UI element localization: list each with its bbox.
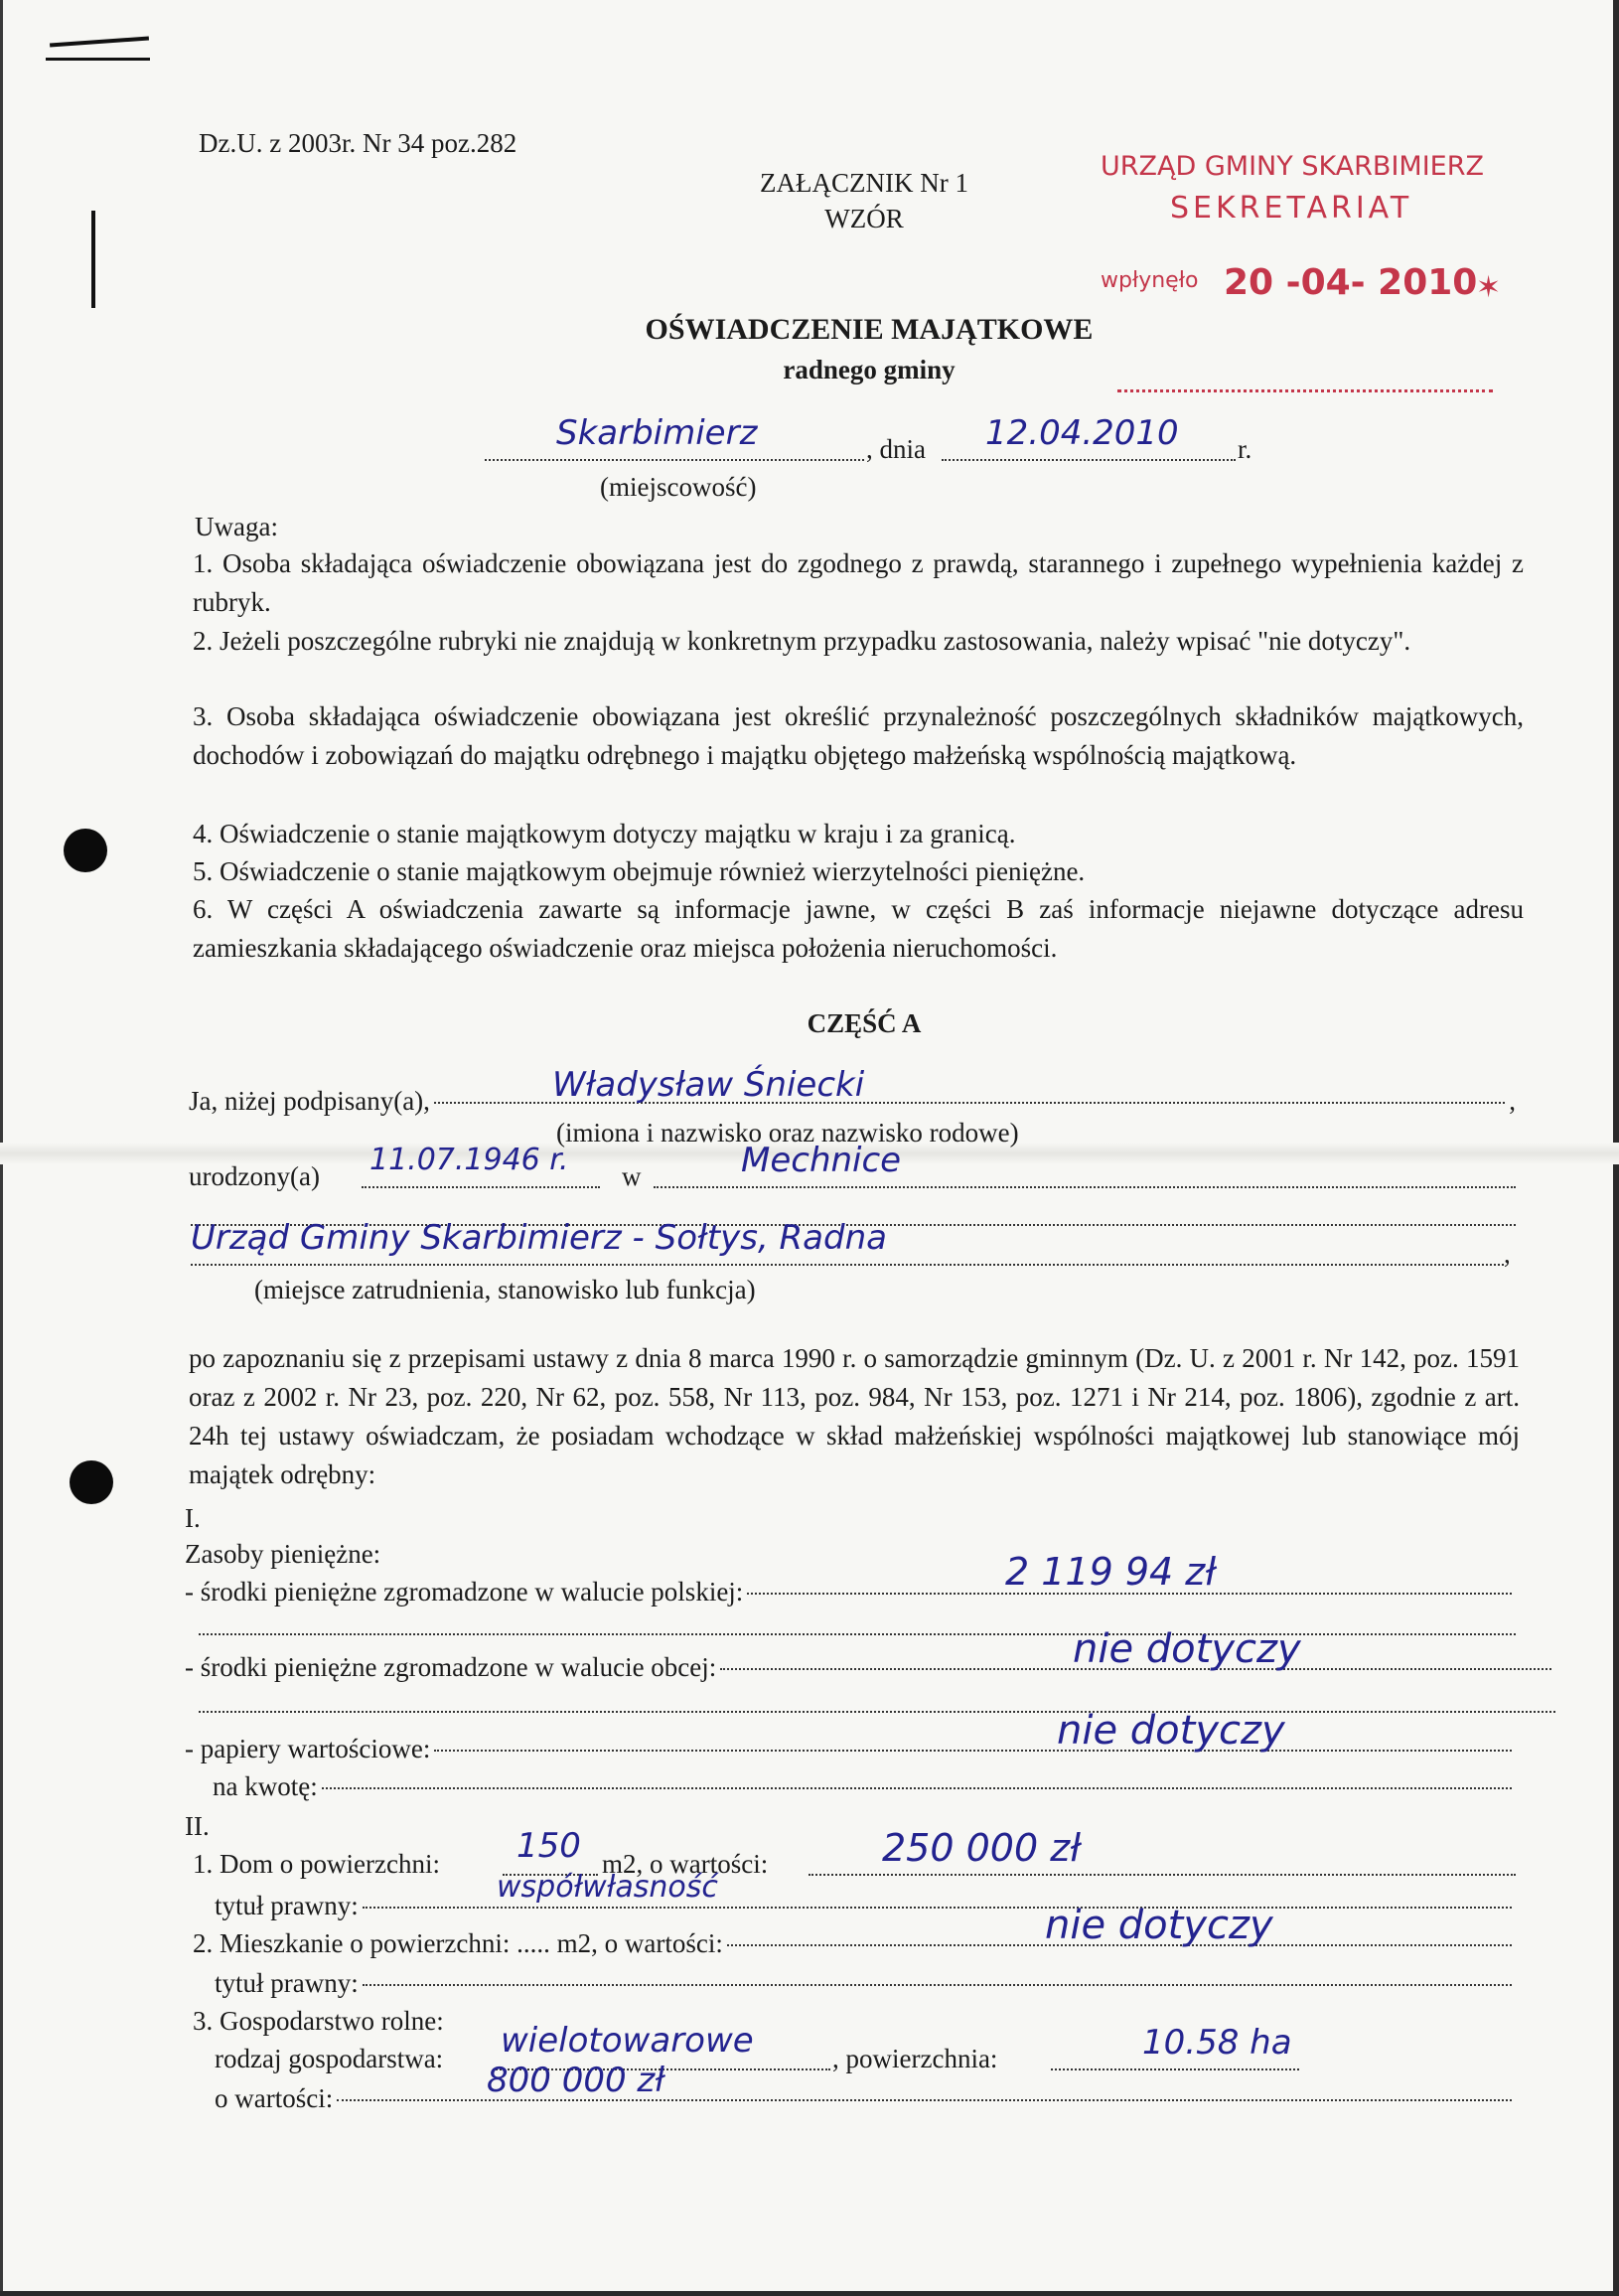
farm-area-label: , powierzchnia:: [832, 2044, 998, 2073]
securities-amount-label: na kwotę:: [213, 1771, 318, 1801]
date-value: 12.04.2010: [985, 413, 1179, 453]
declarant-value: Władysław Śniecki: [552, 1065, 865, 1105]
house-value-dotted-line: [809, 1874, 1516, 1876]
pln-funds-value: 2 119 94 zł: [1005, 1550, 1217, 1594]
house-unit-label: m2, o wartości:: [602, 1849, 769, 1879]
securities-row: [185, 1733, 1516, 1764]
template-label: WZÓR: [824, 204, 904, 233]
pln-funds-label: - środki pieniężne zgromadzone w walucie polskiej:: [185, 1577, 744, 1607]
securities-amount-row: [213, 1770, 1516, 1802]
journal-reference: Dz.U. z 2003r. Nr 34 poz.282: [199, 128, 517, 158]
declarant-label: Ja, niżej podpisany(a),: [189, 1086, 430, 1116]
section-1-heading: Zasoby pieniężne:: [185, 1539, 381, 1569]
place-dotted-line: [485, 459, 864, 461]
scan-mark: [91, 211, 95, 308]
note-item: 3. Osoba składająca oświadczenie obowiązana jest określić przynależność poszczególnych składników majątkowych, dochodów i zobowiązań do majątku odrębnego i majątku objętego małżeńską wspólnością majątkową.: [193, 701, 1524, 770]
date-label: , dnia: [866, 434, 926, 464]
house-title-value: współwłasność: [497, 1870, 718, 1905]
born-place: Mechnice: [741, 1141, 902, 1180]
foreign-funds-dotted-line: [199, 1711, 1555, 1713]
note-item: 4. Oświadczenie o stanie majątkowym dotyczy majątku w kraju i za granicą.: [193, 819, 1016, 848]
note-item: 5. Oświadczenie o stanie majątkowym obejmuje również wierzytelności pieniężne.: [193, 856, 1086, 886]
farm-type-value: wielotowarowe: [501, 2021, 754, 2061]
farm-area-value: 10.58 ha: [1142, 2023, 1292, 2063]
stamp-star-icon: ✶: [1476, 270, 1502, 305]
note-item: 1. Osoba składająca oświadczenie obowiązana jest do zgodnego z prawdą, starannego i zupełnego wypełnienia każdej z rubryk.: [193, 548, 1524, 617]
scan-mark: [50, 37, 149, 48]
date-dotted-line: [942, 459, 1236, 461]
section-2-number: II.: [185, 1811, 210, 1841]
received-date: 20 -04- 2010: [1224, 262, 1478, 303]
foreign-funds-row: [185, 1651, 1555, 1683]
house-value: 250 000 zł: [882, 1826, 1082, 1870]
securities-dotted-line: [434, 1750, 1512, 1752]
flat-label: 2. Mieszkanie o powierzchni: ..... m2, o wartości:: [193, 1928, 723, 1958]
farm-type-label: rodzaj gospodarstwa:: [215, 2044, 444, 2073]
part-a-heading: CZĘŚĆ A: [807, 1008, 922, 1038]
born-label: urodzony(a): [189, 1161, 320, 1191]
employment-dotted-line: [191, 1264, 1504, 1266]
pln-funds-dotted-line: [199, 1633, 1516, 1635]
place-caption: (miejscowość): [600, 472, 757, 502]
house-label: 1. Dom o powierzchni:: [193, 1849, 440, 1879]
house-title-row: [215, 1890, 1516, 1921]
punch-hole-icon: [64, 829, 107, 872]
born-date: 11.07.1946 r.: [369, 1143, 569, 1177]
born-date-dotted-line: [362, 1186, 600, 1188]
scan-edge-bottom: [0, 2291, 1619, 2296]
row-end-comma: ,: [1509, 1086, 1516, 1116]
farm-value-row: [215, 2082, 1516, 2114]
legal-basis-text: po zapoznaniu się z przepisami ustawy z dnia 8 marca 1990 r. o samorządzie gminnym (Dz. U. z 2001 r. Nr 142, poz. 1591 oraz z 2002 r. Nr 23, poz. 220, Nr 62, poz. 558, Nr 113, poz. 984, Nr 153, poz. 1271 i Nr 214, poz. 1806), zgodnie z art. 24h tej ustawy oświadczam, że posiadam wchodzące w skład małżeńskiej wspólności majątkowej lub stanowiące mój majątek odrębny:: [189, 1343, 1520, 1489]
received-label: wpłynęło: [1101, 268, 1199, 293]
flat-value: nie dotyczy: [1045, 1903, 1273, 1948]
section-1-number: I.: [185, 1503, 201, 1533]
note-item: 2. Jeżeli poszczególne rubryki nie znajdują w konkretnym przypadku zastosowania, należy wpisać "nie dotyczy".: [193, 626, 1411, 656]
flat-title-row: [215, 1967, 1516, 1999]
securities-label: - papiery wartościowe:: [185, 1734, 431, 1763]
employment-caption: (miejsce zatrudnienia, stanowisko lub funkcja): [254, 1275, 756, 1304]
house-area: 150: [516, 1826, 581, 1866]
punch-hole-icon: [70, 1460, 113, 1504]
note-item: 6. W części A oświadczenia zawarte są informacje jawne, w części B zaś informacje niejawne dotyczące adresu zamieszkania składającego oświadczenie oraz miejsca położenia nieruchomości.: [193, 894, 1524, 963]
securities-amount-dotted-line: [322, 1787, 1512, 1789]
flat-row: [193, 1927, 1516, 1959]
attachment-label: ZAŁĄCZNIK Nr 1: [760, 168, 968, 198]
employment-value: Urząd Gminy Skarbimierz - Sołtys, Radna: [191, 1218, 887, 1258]
document-subtitle: radnego gminy: [783, 355, 956, 384]
scan-mark: [46, 58, 150, 61]
place-value: Skarbimierz: [556, 413, 758, 453]
document-title: OŚWIADCZENIE MAJĄTKOWE: [645, 313, 1094, 346]
securities-value: nie dotyczy: [1057, 1708, 1285, 1754]
foreign-funds-value: nie dotyczy: [1073, 1626, 1301, 1672]
office-stamp-name: URZĄD GMINY SKARBIMIERZ: [1101, 151, 1484, 182]
pln-funds-row: [185, 1576, 1516, 1607]
declarant-caption: (imiona i nazwisko oraz nazwisko rodowe): [556, 1118, 1019, 1148]
date-suffix: r.: [1238, 434, 1252, 464]
row-end-comma: ,: [1504, 1239, 1511, 1269]
notes-heading: Uwaga:: [195, 512, 278, 541]
farm-label: 3. Gospodarstwo rolne:: [193, 2006, 444, 2036]
foreign-funds-label: - środki pieniężne zgromadzone w walucie obcej:: [185, 1652, 717, 1682]
flat-title-label: tytuł prawny:: [215, 1968, 359, 1998]
born-place-dotted-line: [654, 1186, 1516, 1188]
stamp-underline: [1117, 389, 1493, 392]
born-in-label: w: [622, 1161, 642, 1191]
farm-value-label: o wartości:: [215, 2083, 334, 2113]
farm-value: 800 000 zł: [487, 2061, 665, 2100]
flat-title-dotted-line: [363, 1984, 1512, 1986]
farm-area-dotted-line: [1051, 2068, 1299, 2070]
house-title-label: tytuł prawny:: [215, 1891, 359, 1920]
office-stamp-department: SEKRETARIAT: [1170, 191, 1413, 226]
